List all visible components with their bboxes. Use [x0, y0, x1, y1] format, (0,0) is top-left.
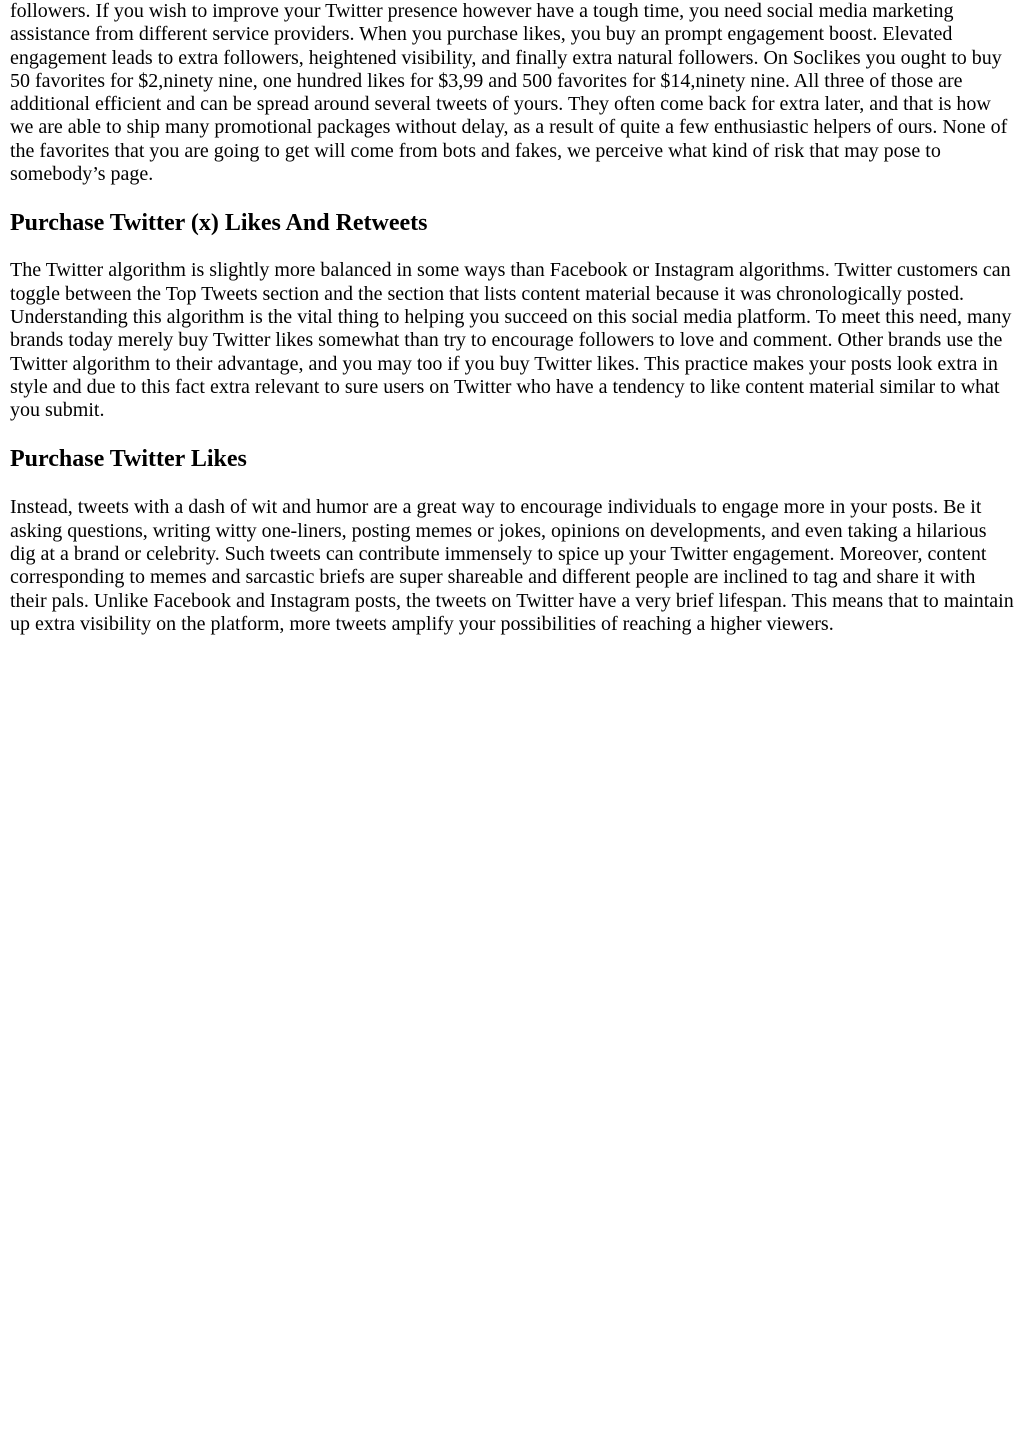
section-heading-twitter-likes: Purchase Twitter Likes: [10, 446, 247, 473]
intro-paragraph: followers. If you wish to improve your Twitter presence however have a tough time, you need social media marketing assistance from different service providers. When you purchase likes, you buy an prompt engagement boost. Elevated engagement leads to extra followers, heightened visibility, and finally extra natural followers. On Soclikes you ought to buy 50 favorites for $2,ninety nine, one hundred likes for $3,99 and 500 favorites for $14,ninety nine. All three of those are additional efficient and can be spread around several tweets of yours. They often come back for extra later, and that is how we are able to ship many promotional packages without delay, as a result of quite a few enthusiastic helpers of ours. None of the favorites that you are going to get will come from bots and fakes, we perceive what kind of risk that may pose to somebody’s page.: [10, 0, 1008, 186]
section-paragraph-likes-and-retweets: The Twitter algorithm is slightly more balanced in some ways than Facebook or Instagram algorithms. Twitter customers can toggle between the Top Tweets section and the section that lists content material because it was chronologically posted. Understanding this algorithm is the vital thing to helping you succeed on this social media platform. To meet this need, many brands today merely buy Twitter likes somewhat than try to encourage followers to love and comment. Other brands use the Twitter algorithm to their advantage, and you may too if you buy Twitter likes. This practice makes your posts look extra in style and due to this fact extra relevant to sure users on Twitter who have a tendency to like content material similar to what you submit.: [10, 259, 1012, 422]
section-heading-likes-and-retweets: Purchase Twitter (x) Likes And Retweets: [10, 210, 428, 237]
section-paragraph-twitter-likes: Instead, tweets with a dash of wit and humor are a great way to encourage individuals to engage more in your posts. Be it asking questions, writing witty one-liners, posting memes or jokes, opinions on developments, and even taking a hilarious dig at a brand or celebrity. Such tweets can contribute immensely to spice up your Twitter engagement. Moreover, content corresponding to memes and sarcastic briefs are super shareable and different people are inclined to tag and share it with their pals. Unlike Facebook and Instagram posts, the tweets on Twitter have a very brief lifespan. This means that to maintain up extra visibility on the platform, more tweets amplify your possibilities of reaching a higher viewers.: [10, 496, 1014, 635]
article-page: [0, 0, 1024, 636]
